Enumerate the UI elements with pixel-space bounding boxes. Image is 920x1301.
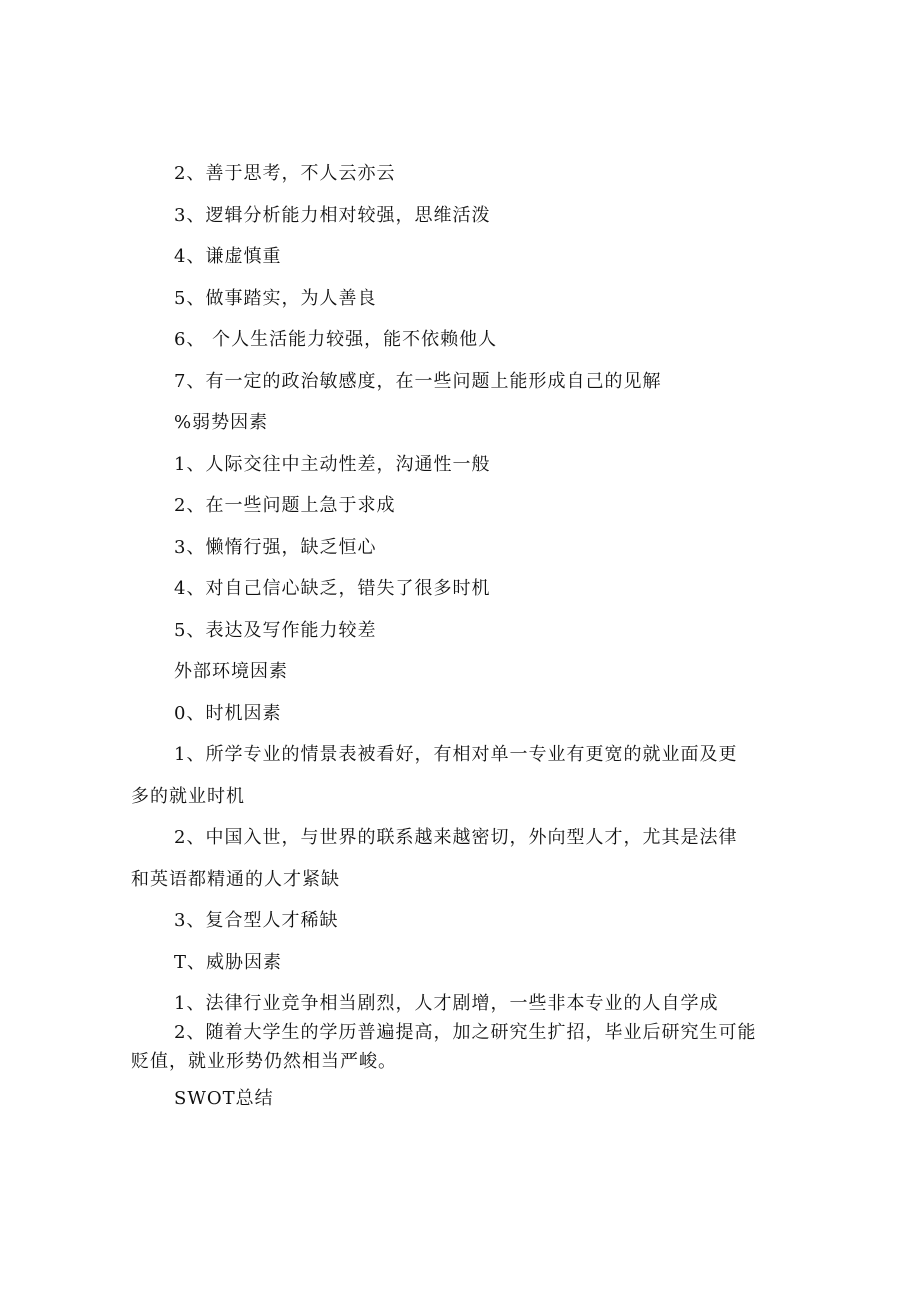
opportunity-item-1: 1、所学专业的情景表被看好，有相对单一专业有更宽的就业面及更 (174, 744, 738, 765)
strength-item-5: 5、做事踏实，为人善良 (174, 288, 377, 309)
weakness-item-1: 1、人际交往中主动性差，沟通性一般 (174, 454, 491, 475)
opportunity-heading: 0、时机因素 (174, 703, 282, 724)
threat-item-2: 2、随着大学生的学历普遍提高，加之研究生扩招，毕业后研究生可能 (174, 1022, 757, 1043)
strength-item-2: 2、善于思考，不人云亦云 (174, 163, 396, 184)
opportunity-item-3: 3、复合型人才稀缺 (174, 910, 339, 931)
opportunity-item-2: 2、中国入世，与世界的联系越来越密切，外向型人才，尤其是法律 (174, 827, 738, 848)
strength-item-4: 4、谦虚慎重 (174, 246, 282, 267)
strength-item-6: 6、 个人生活能力较强，能不依赖他人 (174, 329, 498, 350)
threat-heading: T、威胁因素 (174, 952, 283, 973)
external-factors-heading: 外部环境因素 (174, 661, 288, 682)
weakness-item-3: 3、懒惰行强，缺乏恒心 (174, 537, 377, 558)
strength-item-7: 7、有一定的政治敏感度，在一些问题上能形成自己的见解 (174, 371, 662, 392)
weakness-item-4: 4、对自己信心缺乏，错失了很多时机 (174, 578, 491, 599)
weakness-heading: %弱势因素 (174, 412, 269, 433)
threat-item-1: 1、法律行业竞争相当剧烈，人才剧增，一些非本专业的人自学成 (174, 993, 719, 1014)
opportunity-item-1-cont: 多的就业时机 (131, 786, 245, 807)
swot-summary-heading: SWOT总结 (174, 1088, 274, 1109)
opportunity-item-2-cont: 和英语都精通的人才紧缺 (131, 869, 340, 890)
strength-item-3: 3、逻辑分析能力相对较强，思维活泼 (174, 205, 491, 226)
threat-item-2-cont: 贬值，就业形势仍然相当严峻。 (131, 1051, 397, 1072)
weakness-item-5: 5、表达及写作能力较差 (174, 620, 377, 641)
weakness-item-2: 2、在一些问题上急于求成 (174, 495, 396, 516)
